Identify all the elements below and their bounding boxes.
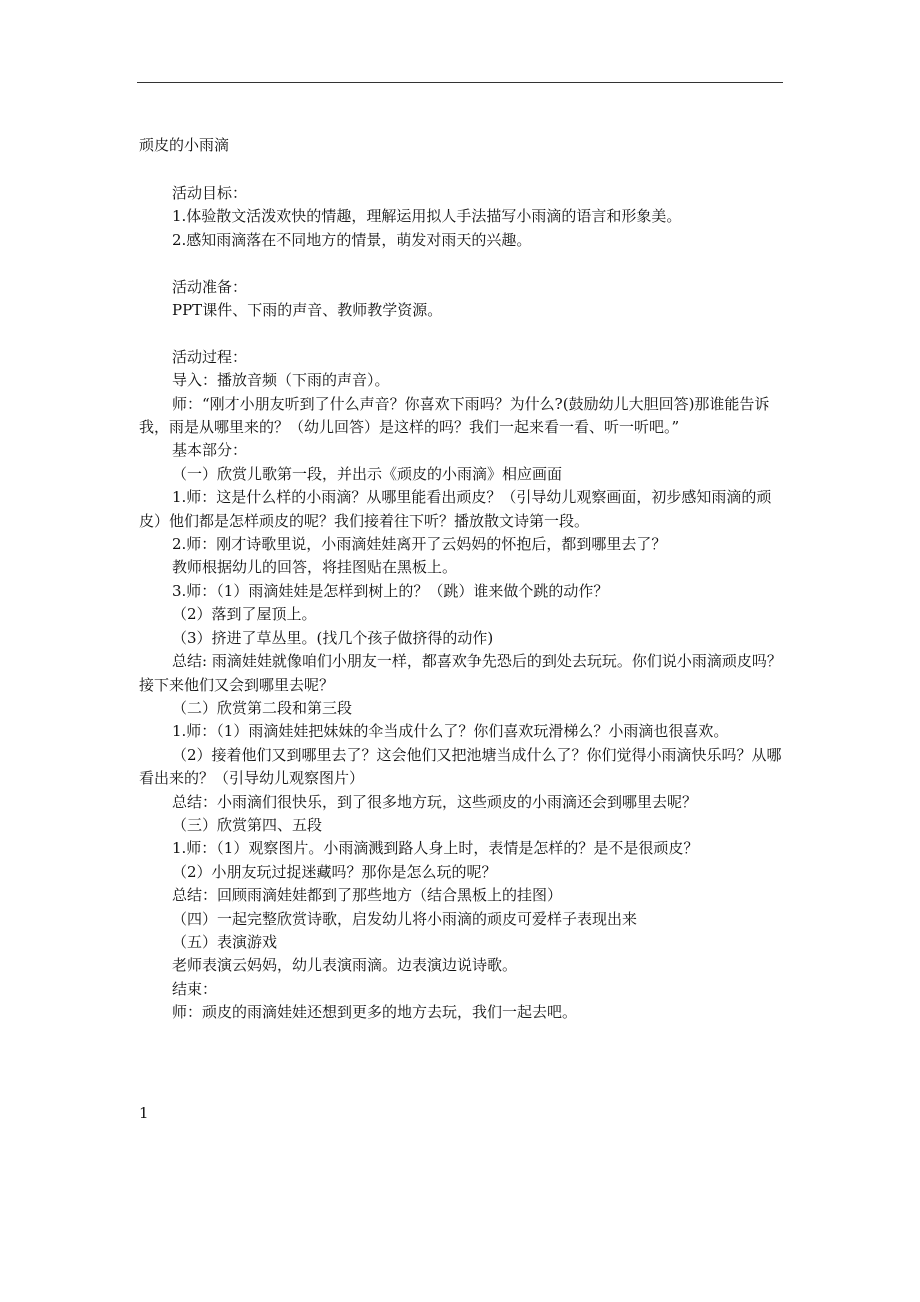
paragraph: 总结: 雨滴娃娃就像咱们小朋友一样，都喜欢争先恐后的到处去玩玩。你们说小雨滴顽皮吗？接下来他们又会到哪里去呢？	[139, 652, 782, 694]
paragraph-gap	[139, 322, 787, 345]
paragraph: （五）表演游戏	[172, 932, 278, 951]
page-number: 1	[139, 1104, 149, 1122]
paragraph: 活动过程：	[172, 347, 248, 366]
paragraph: 教师根据幼儿的回答，将挂图贴在黑板上。	[172, 558, 458, 577]
paragraph: 导入：播放音频（下雨的声音）。	[172, 371, 390, 390]
paragraph: 3.师：（1）雨滴娃娃是怎样到树上的？（跳）谁来做个跳的动作？	[172, 581, 609, 600]
paragraph: 总结：小雨滴们很快乐，到了很多地方玩，这些顽皮的小雨滴还会到哪里去呢？	[172, 792, 698, 811]
paragraph: 2.师：刚才诗歌里说，小雨滴娃娃离开了云妈妈的怀抱后，都到哪里去了？	[172, 535, 667, 554]
paragraph: PPT课件、下雨的声音、教师教学资源。	[172, 301, 443, 320]
paragraph: 老师表演云妈妈，幼儿表演雨滴。边表演边说诗歌。	[172, 956, 518, 975]
paragraph: （三）欣赏第四、五段	[172, 815, 323, 834]
paragraph: 总结：回顾雨滴娃娃都到了那些地方（结合黑板上的挂图）	[172, 886, 563, 905]
document-title: 顽皮的小雨滴	[139, 136, 230, 154]
paragraph: 1.师：（1）观察图片。小雨滴溅到路人身上时，表情是怎样的？是不是很顽皮？	[172, 839, 699, 858]
paragraph: （四）一起完整欣赏诗歌，启发幼儿将小雨滴的顽皮可爱样子表现出来	[172, 909, 638, 928]
paragraph: 活动目标：	[172, 184, 248, 202]
paragraph: 1.师：（1）雨滴娃娃把妹妹的伞当成什么了？你们喜欢玩滑梯么？小雨滴也很喜欢。	[172, 722, 729, 741]
paragraph: 1.师：这是什么样的小雨滴？从哪里能看出顽皮？（引导幼儿观察画面，初步感知雨滴的顽皮）他们都是怎样顽皮的呢？我们接着往下听？播放散文诗第一段。	[139, 488, 772, 530]
paragraph: （2）落到了屋顶上。	[172, 605, 317, 624]
paragraph: （一）欣赏儿歌第一段，并出示《顽皮的小雨滴》相应画面	[172, 464, 563, 483]
paragraph: 师：顽皮的雨滴娃娃还想到更多的地方去玩，我们一起去吧。	[172, 1003, 578, 1022]
paragraph: （2）接着他们又到哪里去了？这会他们又把池塘当成什么了？你们觉得小雨滴快乐吗？从哪看出来的？（引导幼儿观察图片）	[139, 745, 782, 788]
paragraph: （2）小朋友玩过捉迷藏吗？那你是怎么玩的呢？	[172, 862, 497, 881]
paragraph: 基本部分：	[172, 441, 248, 460]
paragraph: 结束：	[172, 979, 218, 998]
paragraph: （3）挤进了草丛里。(找几个孩子做挤得的动作)	[172, 628, 494, 647]
paragraph-gap	[139, 252, 787, 275]
paragraph: （二）欣赏第二段和第三段	[172, 698, 353, 717]
paragraph: 活动准备：	[172, 277, 248, 296]
header-rule	[137, 82, 783, 83]
paragraph: 师：“刚才小朋友听到了什么声音？你喜欢下雨吗？为什么?(鼓励幼儿大胆回答)那谁能告诉我，雨是从哪里来的？（幼儿回答）是这样的吗？我们一起来看一看、听一听吧。”	[139, 394, 770, 437]
paragraph: 2.感知雨滴落在不同地方的情景，萌发对雨天的兴趣。	[172, 230, 532, 249]
document-body	[139, 182, 787, 1025]
paragraph: 1.体验散文活泼欢快的情趣，理解运用拟人手法描写小雨滴的语言和形象美。	[172, 207, 682, 226]
